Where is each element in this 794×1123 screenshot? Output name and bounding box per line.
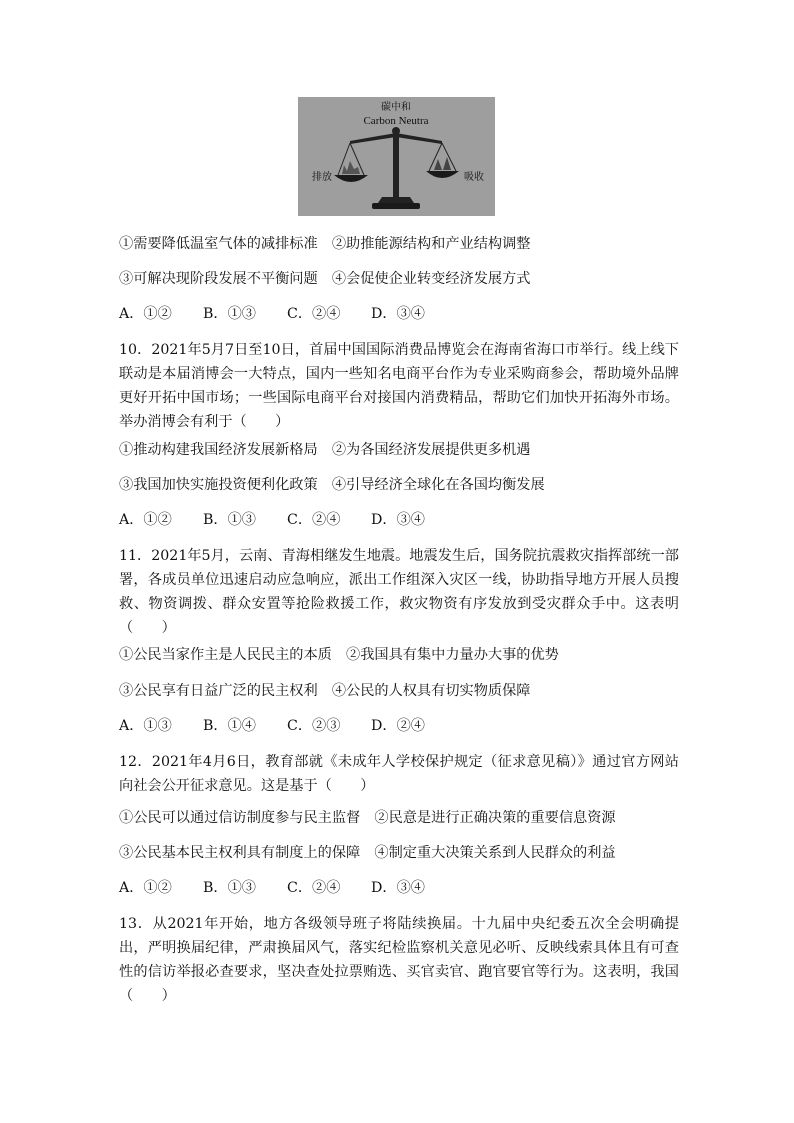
q10-option-c[interactable]: C．②④ (287, 512, 341, 528)
q9-option-b[interactable]: B．①③ (203, 306, 256, 322)
figure-right-label: 吸收 (464, 172, 484, 183)
q11-option-c[interactable]: C．②③ (287, 718, 341, 734)
q9-option-c[interactable]: C．②④ (287, 306, 341, 322)
q9-options (119, 307, 425, 321)
q11-item-1: ①公民当家作主是人民民主的本质 ②我国具有集中力量办大事的优势 (119, 647, 559, 663)
q11-option-b[interactable]: B．①④ (203, 718, 256, 734)
q12-item-2: ③公民基本民主权利具有制度上的保障 ④制定重大决策关系到人民群众的利益 (119, 845, 616, 861)
q9-option-d[interactable]: D．③④ (371, 306, 425, 322)
figure-title-en: Carbon Neutra (363, 115, 429, 127)
q13-stem: 13．从2021年开始，地方各级领导班子将陆续换届。十九届中央纪委五次全会明确提出，严明换届纪律，严肃换届风气，落实纪检监察机关意见必听、反映线索具体且有可查性的信访举报必查要求，坚决查处拉票贿选、买官卖官、跑官要官等行为。这表明，我国（ ） (119, 916, 679, 1004)
carbon-neutral-scale-image (298, 97, 495, 216)
figure-left-label: 排放 (312, 172, 332, 183)
q12-options (119, 881, 425, 895)
q11-options (119, 719, 425, 733)
figure-title-cn: 碳中和 (381, 102, 411, 113)
q12-stem: 12．2021年4月6日，教育部就《未成年人学校保护规定（征求意见稿）》通过官方网站向社会公开征求意见。这是基于（ ） (119, 754, 679, 794)
q12-option-d[interactable]: D．③④ (371, 880, 425, 896)
q10-item-1: ①推动构建我国经济发展新格局 ②为各国经济发展提供更多机遇 (119, 442, 531, 458)
q12-option-b[interactable]: B．①③ (203, 880, 256, 896)
q10-stem: 10．2021年5月7日至10日，首届中国国际消费品博览会在海南省海口市举行。线上线下联动是本届消博会一大特点，国内一些知名电商平台作为专业采购商参会，帮助境外品牌更好开拓中国市场；一些国际电商平台对接国内消费精品，帮助它们加快开拓海外市场。举办消博会有利于（ ） (119, 342, 679, 430)
q12-item-1: ①公民可以通过信访制度参与民主监督 ②民意是进行正确决策的重要信息资源 (119, 810, 616, 826)
q10-option-d[interactable]: D．③④ (371, 512, 425, 528)
q10-item-2: ③我国加快实施投资便利化政策 ④引导经济全球化在各国均衡发展 (119, 477, 545, 493)
q9-option-a[interactable]: A．①② (119, 306, 172, 322)
q11-stem: 11．2021年5月，云南、青海相继发生地震。地震发生后，国务院抗震救灾指挥部统一部署，各成员单位迅速启动应急响应，派出工作组深入灾区一线，协助指导地方开展人员搜救、物资调拨、群众安置等抢险救援工作，救灾物资有序发放到受灾群众手中。这表明（ ） (119, 548, 679, 636)
q10-option-b[interactable]: B．①③ (203, 512, 256, 528)
q12-option-a[interactable]: A．①② (119, 880, 172, 896)
q11-option-a[interactable]: A．①③ (119, 718, 172, 734)
q11-option-d[interactable]: D．②④ (371, 718, 425, 734)
q10-option-a[interactable]: A．①② (119, 512, 172, 528)
q9-item-2: ③可解决现阶段发展不平衡问题 ④会促使企业转变经济发展方式 (119, 271, 531, 287)
q11-item-2: ③公民享有日益广泛的民主权利 ④公民的人权具有切实物质保障 (119, 683, 531, 699)
q12-option-c[interactable]: C．②④ (287, 880, 341, 896)
q10-options (119, 513, 425, 527)
q9-item-1: ①需要降低温室气体的减排标准 ②助推能源结构和产业结构调整 (119, 236, 531, 252)
